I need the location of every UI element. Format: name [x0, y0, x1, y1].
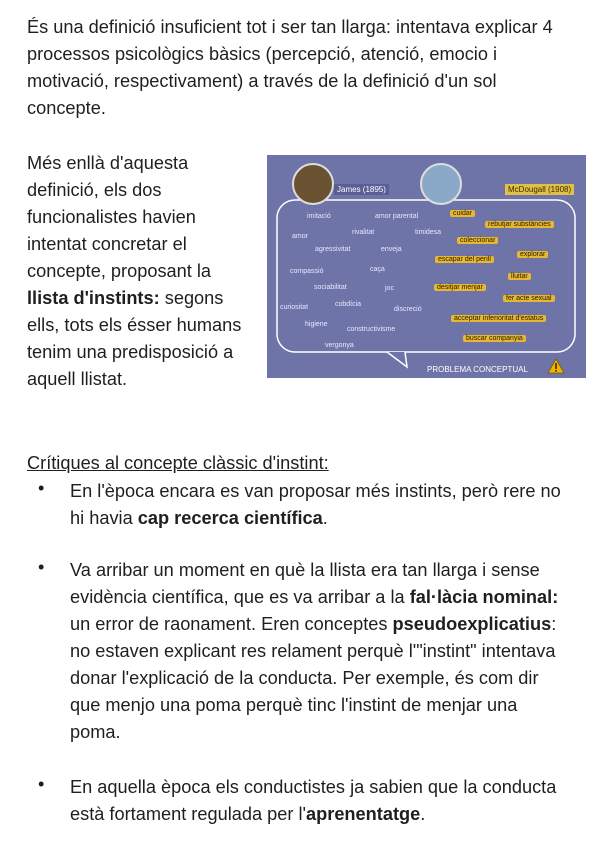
word: discreció: [394, 306, 422, 313]
b3-bold: aprenentatge: [306, 804, 421, 824]
instinct-list-paragraph: [27, 150, 249, 393]
section-heading: Crítiques al concepte clàssic d'instint:: [27, 453, 329, 473]
b1-bold: cap recerca científica: [137, 508, 323, 528]
word: sociabilitat: [314, 284, 347, 291]
word-highlight: rebutjar substàncies: [485, 221, 554, 228]
word-highlight: acceptar inferioritat d'estatus: [451, 315, 546, 322]
b3-end: .: [420, 804, 426, 824]
word-highlight: escapar del perill: [435, 256, 494, 263]
bullet-1: [70, 478, 570, 532]
word: compassió: [290, 268, 324, 275]
word: constructivisme: [347, 326, 396, 333]
word: timidesa: [415, 229, 442, 236]
word: caça: [370, 266, 385, 273]
james-label: James (1895): [334, 184, 389, 195]
bullet-marker: •: [38, 478, 45, 498]
problem-label: PROBLEMA CONCEPTUAL: [427, 365, 528, 374]
p2-bold: llista d'instints:: [27, 288, 160, 308]
warning-icon: [547, 358, 565, 374]
b3-text: En aquella època els conductistes ja sabien que la conducta està fortament regulada per l': [70, 777, 557, 824]
word: enveja: [381, 246, 402, 253]
b2-text-b: un error de raonament. Eren conceptes: [70, 614, 388, 634]
p2-text-b: segons ells, tots els ésser humans tenim una predisposició a aquell llistat.: [27, 288, 242, 389]
bullet-marker: •: [38, 774, 45, 794]
word: cobdícia: [335, 301, 362, 308]
word-highlight: explorar: [517, 251, 548, 258]
instinct-list-figure: [267, 155, 586, 378]
word: rivalitat: [352, 229, 375, 236]
word: curiositat: [280, 304, 309, 311]
james-portrait: [292, 163, 334, 205]
p2-text-a: Més enllà d'aquesta definició, els dos funcionalistes havien intentat concretar el concepte, proposant la: [27, 153, 212, 281]
word: joc: [385, 285, 394, 292]
word-highlight: buscar companyia: [463, 335, 526, 342]
word-highlight: desitjar menjar: [434, 284, 486, 291]
b2-text-c: : no estaven explicant res relament perquè l'"instint" intentava donar l'explicació de la conducta. Per exemple, és com dir que menjo una poma perquè tinc l'instint de menjar una poma.: [70, 614, 557, 742]
bullet-2: [70, 557, 570, 746]
word: vergonya: [325, 342, 354, 349]
word: agressivitat: [315, 246, 351, 253]
mcdougall-label: McDougall (1908): [505, 184, 574, 195]
word: higiene: [305, 321, 328, 328]
word-highlight: coleccionar: [457, 237, 498, 244]
b2-bold-2: pseudoexplicatius: [392, 614, 552, 634]
word: imitació: [307, 213, 331, 220]
word-highlight: lluitar: [508, 273, 531, 280]
b1-text: En l'època encara es van proposar més instints, però rere no hi havia: [70, 481, 561, 528]
mcdougall-portrait: [420, 163, 462, 205]
word: amor parental: [375, 213, 419, 220]
b2-bold-1: fal·làcia nominal:: [409, 587, 559, 607]
word-highlight: cuidar: [450, 210, 475, 217]
intro-paragraph: És una definició insuficient tot i ser tan llarga: intentava explicar 4 processos psicològics bàsics (percepció, atenció, emocio i motivació, respectivament) a través de la definició d'un sol concepte.: [27, 17, 553, 118]
b2-text-a: Va arribar un moment en què la llista era tan llarga i sense evidència científica, que es va arribar a la: [70, 560, 540, 607]
word-highlight: fer acte sexual: [503, 295, 555, 302]
b1-end: .: [322, 508, 328, 528]
bullet-3: [70, 774, 570, 828]
word: amor: [292, 233, 308, 240]
bullet-marker: •: [38, 557, 45, 577]
